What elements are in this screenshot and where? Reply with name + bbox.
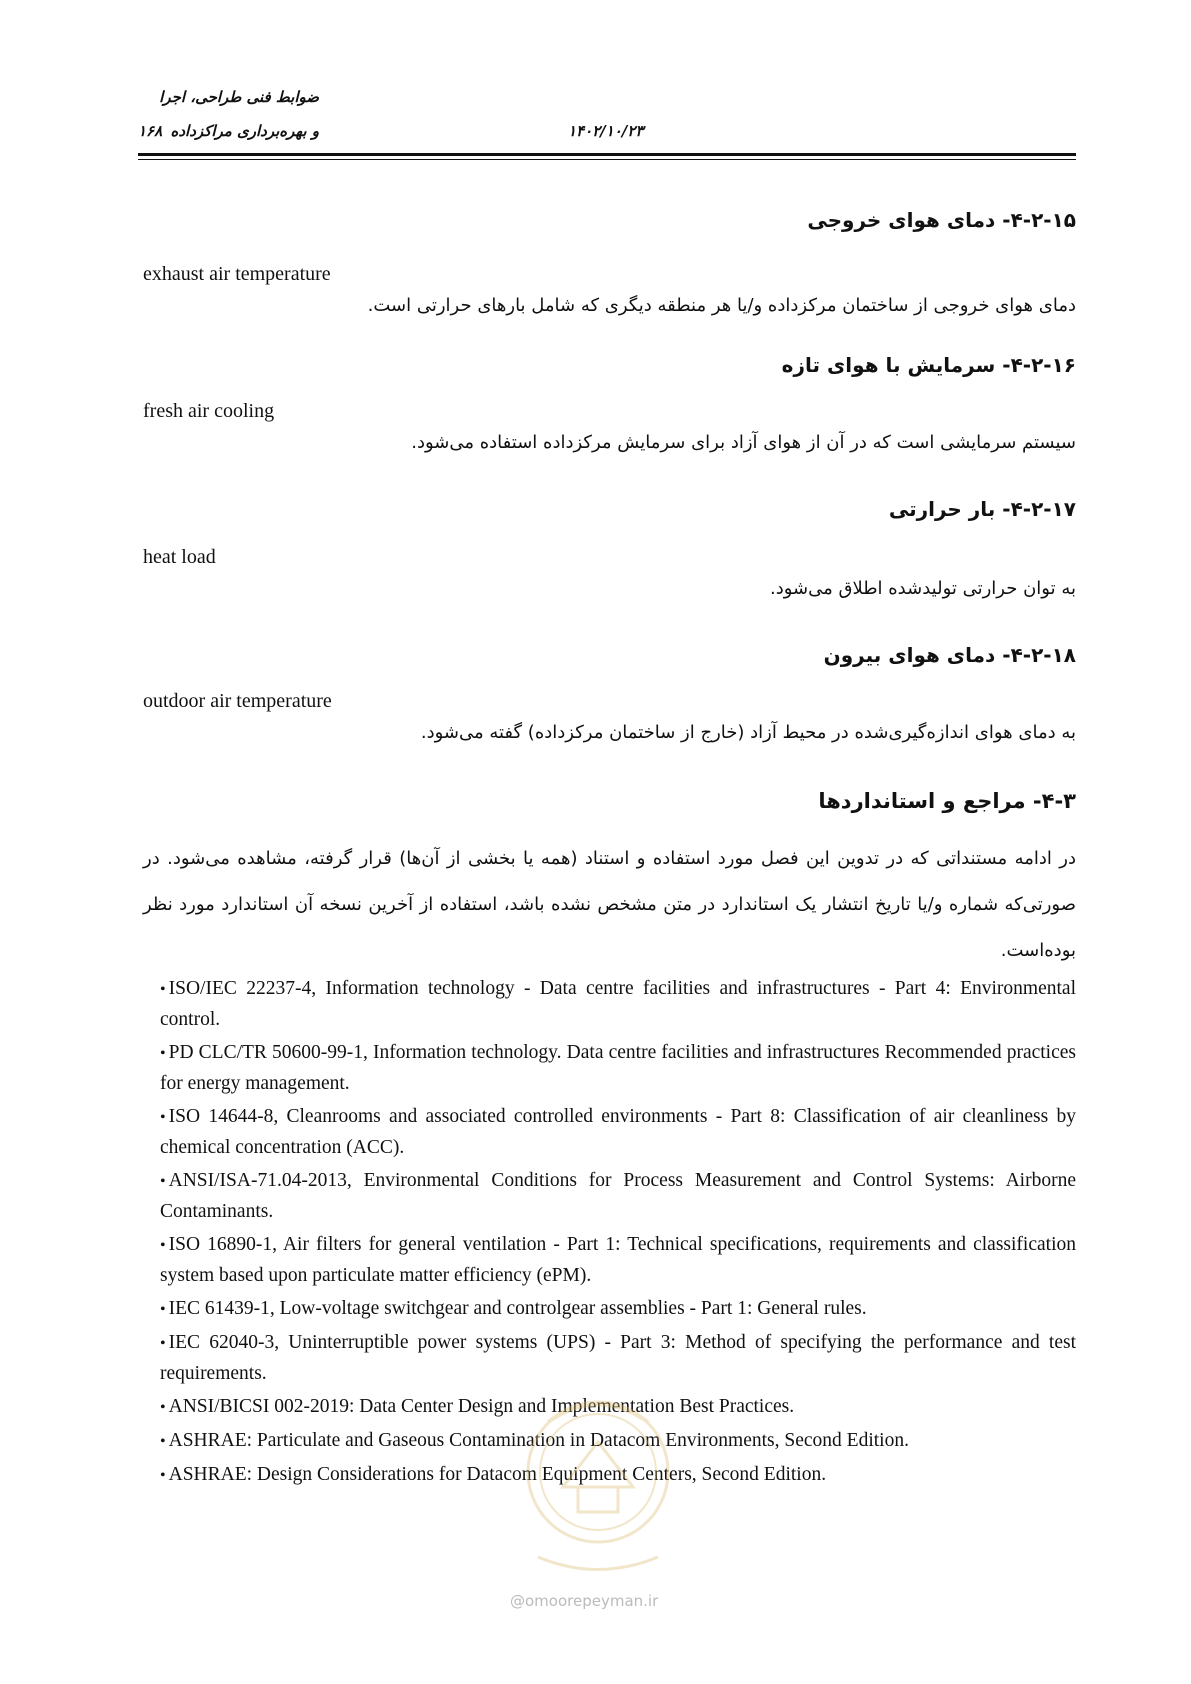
page-content (143, 205, 1076, 1494)
header-rule-thin (138, 159, 1076, 160)
reference-item: • ISO 16890-1, Air filters for general ventilation - Part 1: Technical specifications, requirements and classification system based upon particulate matter efficiency (ePM). (160, 1234, 1076, 1286)
reference-item: • ANSI/BICSI 002-2019: Data Center Design and Implementation Best Practices. (160, 1396, 795, 1417)
term-definition: به توان حرارتی تولیدشده اطلاق می‌شود. (770, 578, 1076, 599)
reference-item: • IEC 62040-3, Uninterruptible power systems (UPS) - Part 3: Method of specifying the performance and test requirements. (160, 1332, 1076, 1384)
term-heading: ۴-۲-۱۷- بار حرارتی (888, 497, 1076, 521)
reference-item: • ANSI/ISA-71.04-2013, Environmental Conditions for Process Measurement and Control Systems: Airborne Contaminants. (160, 1170, 1076, 1222)
section-paragraph: در ادامه مستنداتی که در تدوین این فصل مورد استفاده و استناد (همه یا بخشی از آن‌ها) قرار گرفته، مشاهده می‌شود. در صورتی‌که شماره و/یا تاریخ انتشار یک استاندارد در متن مشخص نشده باشد، استفاده از آخرین نسخه آن استاندارد مورد نظر بوده‌است. (143, 848, 1076, 961)
header-title-line1: ضوابط فنی طراحی، اجرا (159, 88, 319, 106)
term-heading: ۴-۲-۱۵- دمای هوای خروجی (807, 208, 1076, 232)
watermark-text: @omoorepeyman.ir (510, 1592, 659, 1610)
header-date: ۱۴۰۲/۱۰/۲۳ (568, 122, 644, 140)
reference-item: • ASHRAE: Particulate and Gaseous Contamination in Datacom Environments, Second Edition. (160, 1430, 909, 1451)
term-definition: به دمای هوای اندازه‌گیری‌شده در محیط آزاد (خارج از ساختمان مرکزداده) گفته می‌شود. (420, 722, 1076, 743)
term-definition: دمای هوای خروجی از ساختمان مرکزداده و/یا هر منطقه دیگری که شامل بارهای حرارتی است. (367, 295, 1076, 316)
term-english: outdoor air temperature (143, 690, 332, 712)
reference-item: • ISO/IEC 22237-4, Information technology - Data centre facilities and infrastructures - Part 4: Environmental control. (160, 978, 1076, 1030)
page-number: ۱۶۸ (138, 122, 163, 140)
term-english: fresh air cooling (143, 400, 275, 422)
section-heading: ۴-۳- مراجع و استانداردها (818, 789, 1076, 813)
watermark-logo (518, 1382, 678, 1582)
term-english: heat load (143, 546, 216, 568)
header-title-line2: و بهره‌برداری مراکزداده (170, 122, 319, 140)
term-block (143, 494, 1076, 640)
term-heading: ۴-۲-۱۶- سرمایش با هوای تازه (781, 353, 1076, 377)
term-definition: سیستم سرمایشی است که در آن از هوای آزاد برای سرمایش مرکزداده استفاده می‌شود. (411, 432, 1076, 453)
term-block (143, 205, 1076, 350)
reference-item: • IEC 61439-1, Low-voltage switchgear and controlgear assemblies - Part 1: General rules. (160, 1298, 867, 1319)
header-rule-thick (138, 153, 1076, 156)
reference-item: • ASHRAE: Design Considerations for Datacom Equipment Centers, Second Edition. (160, 1464, 827, 1485)
term-heading: ۴-۲-۱۸- دمای هوای بیرون (823, 643, 1076, 667)
term-block (143, 640, 1076, 786)
reference-item: • ISO 14644-8, Cleanrooms and associated controlled environments - Part 8: Classification of air cleanliness by chemical concentration (ACC). (160, 1106, 1076, 1158)
term-block (143, 350, 1076, 494)
reference-item: • PD CLC/TR 50600-99-1, Information technology. Data centre facilities and infrastructures Recommended practices for energy management. (160, 1042, 1076, 1094)
term-english: exhaust air temperature (143, 263, 331, 285)
